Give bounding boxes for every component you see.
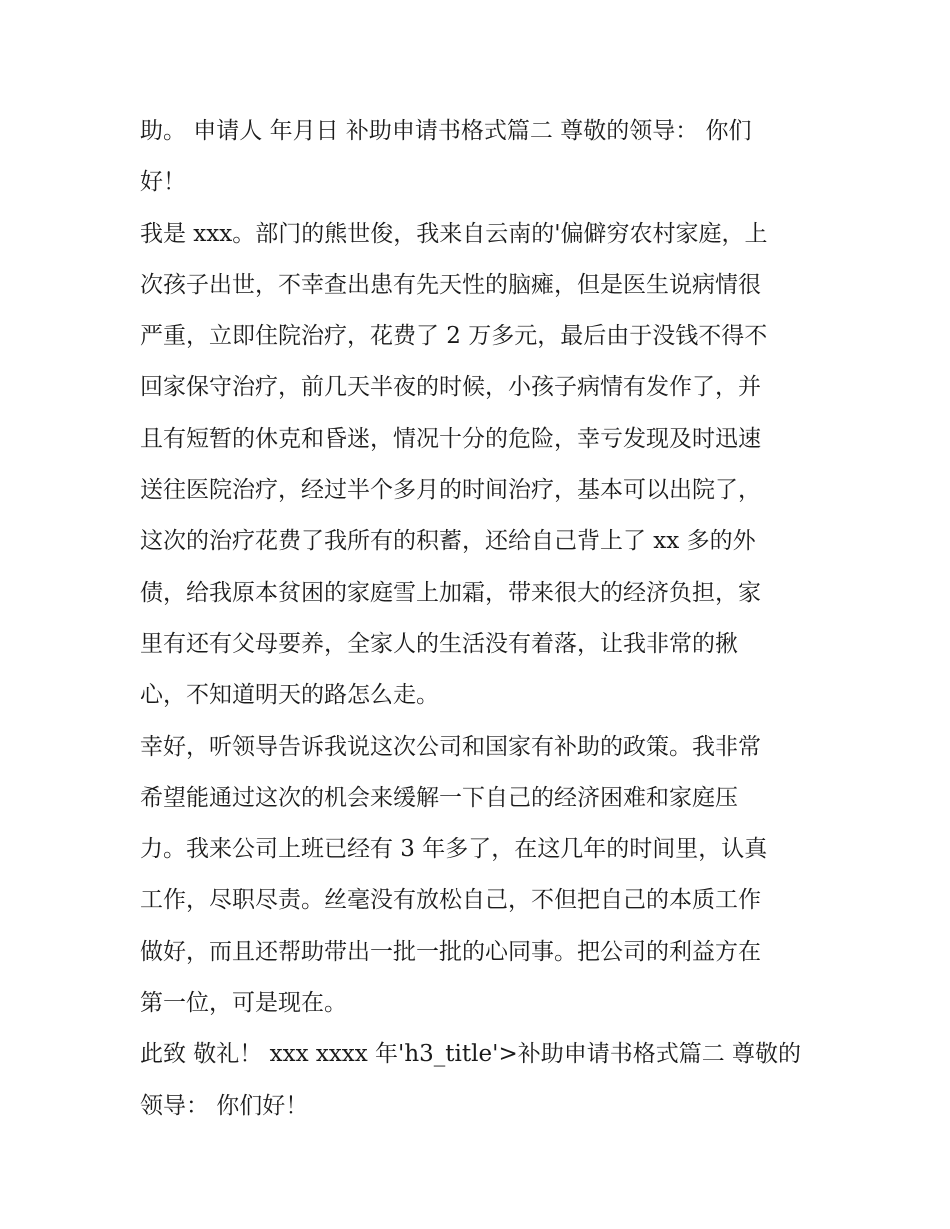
text-line: 幸好，听领导告诉我说这次公司和国家有补助的政策。我非常 (140, 733, 761, 760)
text-line: 债，给我原本贫困的家庭雪上加霜，带来很大的经济负担，家 (140, 579, 761, 606)
text-line: 工作，尽职尽责。丝毫没有放松自己，不但把自己的本质工作 (140, 887, 761, 914)
text-line: 回家保守治疗，前几天半夜的时候，小孩子病情有发作了，并 (140, 374, 761, 401)
text-line: 且有短暂的休克和昏迷，情况十分的危险，幸亏发现及时迅速 (140, 425, 761, 452)
text-line: 此致 敬礼！ xxx xxxx 年'h3_title'>补助申请书格式篇二 尊敬的 (140, 1041, 802, 1068)
text-line: 送往医院治疗，经过半个多月的时间治疗，基本可以出院了， (140, 477, 761, 504)
text-line: 希望能通过这次的机会来缓解一下自己的经济困难和家庭压 (140, 784, 738, 811)
text-line: 这次的治疗花费了我所有的积蓄，还给自己背上了 xx 多的外 (140, 528, 756, 555)
text-line: 里有还有父母要养，全家人的生活没有着落，让我非常的揪 (140, 630, 738, 657)
text-line: 做好，而且还帮助带出一批一批的心同事。把公司的利益方在 (140, 938, 761, 965)
text-line: 助。 申请人 年月日 补助申请书格式篇二 尊敬的领导： 你们 (140, 118, 752, 144)
document-body (140, 106, 820, 1132)
text-line: 第一位，可是现在。 (140, 990, 347, 1017)
text-line: 次孩子出世，不幸查出患有先天性的脑瘫，但是医生说病情很 (140, 271, 761, 298)
text-line: 心，不知道明天的路怎么走。 (140, 682, 439, 709)
text-line: 力。我来公司上班已经有 3 年多了，在这几年的时间里，认真 (140, 836, 768, 863)
text-line: 我是 xxx。部门的熊世俊，我来自云南的'偏僻穷农村家庭，上 (140, 220, 768, 247)
text-line: 好！ (140, 169, 186, 196)
text-line: 领导： 你们好！ (140, 1092, 309, 1119)
text-line: 严重，立即住院治疗，花费了 2 万多元，最后由于没钱不得不 (140, 323, 768, 350)
